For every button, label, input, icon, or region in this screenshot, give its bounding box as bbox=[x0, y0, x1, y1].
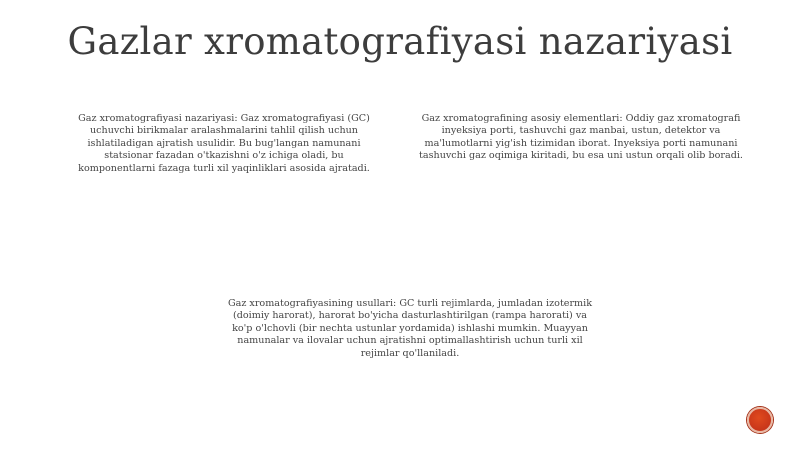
text-block-gc-elements: Gaz xromatografining asosiy elementlari: Oddiy gaz xromatografi inyeksiya porti, tashuvchi gaz manbai, ustun, detektor va ma'lumotlarni yig'ish tizimidan iborat. Inyeksiya porti namunani tashuvchi gaz oqimiga kiritadi, bu esa uni ustun orqali olib boradi. bbox=[419, 113, 743, 162]
text-block-gc-methods: Gaz xromatografiyasining usullari: GC turli rejimlarda, jumladan izotermik (doimiy harorat), harorat bo'yicha dasturlashtirilgan (rampa harorati) va ko'p o'lchovli (bir nechta ustunlar yordamida) ishlashi mumkin. Muayyan namunalar va ilovalar uchun ajratishni optimallashtirish uchun turli xil rejimlar qo'llaniladi. bbox=[227, 298, 593, 359]
slide-nav-button[interactable] bbox=[747, 407, 773, 433]
slide-title: Gazlar xromatografiyasi nazariyasi bbox=[67, 20, 733, 63]
text-block-gc-theory: Gaz xromatografiyasi nazariyasi: Gaz xromatografiyasi (GC) uchuvchi birikmalar aralashmalarini tahlil qilish uchun ishlatiladigan ajratish usulidir. Bu bug'langan namunani statsionar fazadan o'tkazishni o'z ichiga oladi, bu komponentlarni fazaga turli xil yaqinliklari asosida ajratadi. bbox=[78, 113, 370, 174]
